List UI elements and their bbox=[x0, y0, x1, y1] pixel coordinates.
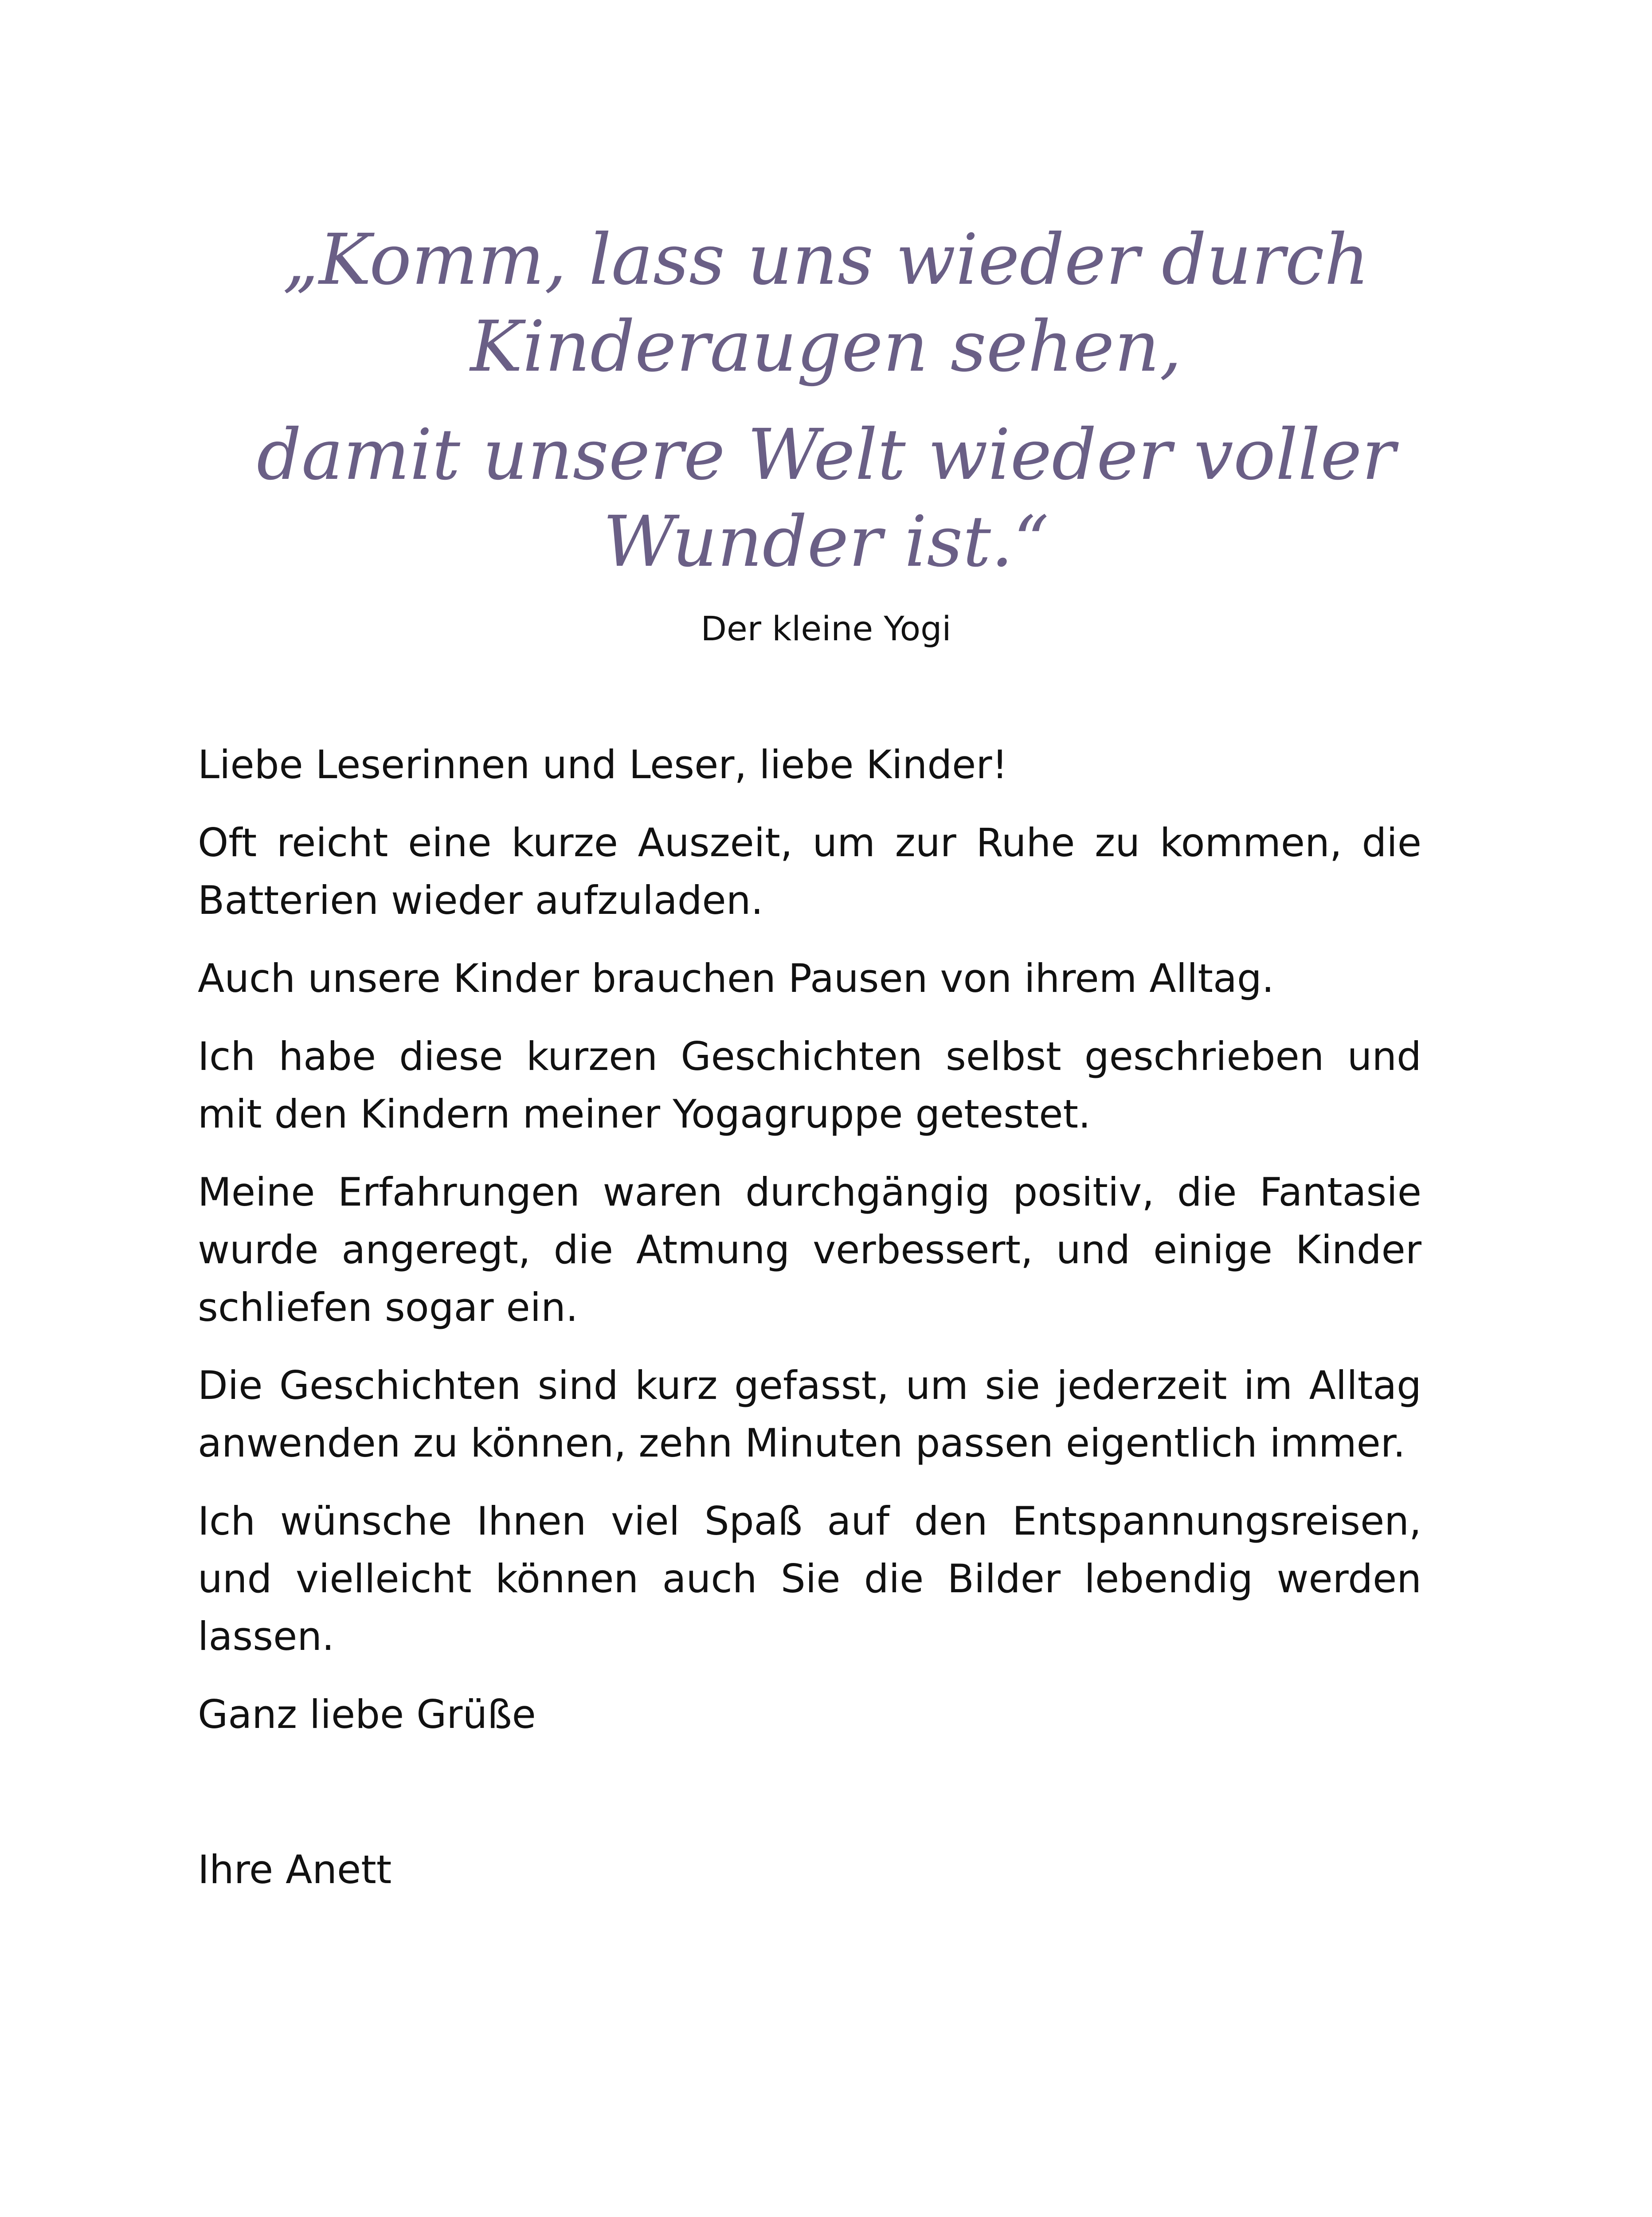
letter-closing: Ganz liebe Grüße bbox=[198, 1692, 536, 1737]
letter-paragraph: Ich habe diese kurzen Geschichten selbst geschrieben und mit den Kindern meiner Yogagruppe getestet. bbox=[198, 1034, 1421, 1137]
quote-block-2 bbox=[195, 411, 1457, 585]
quote-attribution: Der kleine Yogi bbox=[701, 609, 951, 648]
letter-greeting: Liebe Leserinnen und Leser, liebe Kinder! bbox=[198, 742, 1008, 787]
quote-line: Kinderaugen sehen, bbox=[470, 306, 1182, 388]
letter-paragraph: Ich wünsche Ihnen viel Spaß auf den Entspannungsreisen, und vielleicht können auch Sie die Bilder lebendig werden lassen. bbox=[198, 1498, 1421, 1659]
quote-line: damit unsere Welt wieder voller bbox=[256, 414, 1396, 496]
foreword-letter bbox=[198, 736, 1421, 1919]
letter-paragraph: Die Geschichten sind kurz gefasst, um sie jederzeit im Alltag anwenden zu können, zehn Minuten passen eigentlich immer. bbox=[198, 1363, 1421, 1466]
letter-paragraph: Oft reicht eine kurze Auszeit, um zur Ruhe zu kommen, die Batterien wieder aufzuladen. bbox=[198, 820, 1421, 923]
letter-paragraph: Auch unsere Kinder brauchen Pausen von ihrem Alltag. bbox=[198, 956, 1274, 1001]
quote-line: „Komm, lass uns wieder durch bbox=[282, 219, 1370, 301]
letter-signature: Ihre Anett bbox=[198, 1847, 392, 1892]
epigraph-quote bbox=[195, 216, 1457, 585]
quote-block-1 bbox=[195, 216, 1457, 390]
letter-paragraph: Meine Erfahrungen waren durchgängig positiv, die Fantasie wurde angeregt, die Atmung verbessert, und einige Kinder schliefen sogar ein. bbox=[198, 1169, 1421, 1330]
quote-line: Wunder ist.“ bbox=[603, 501, 1049, 583]
